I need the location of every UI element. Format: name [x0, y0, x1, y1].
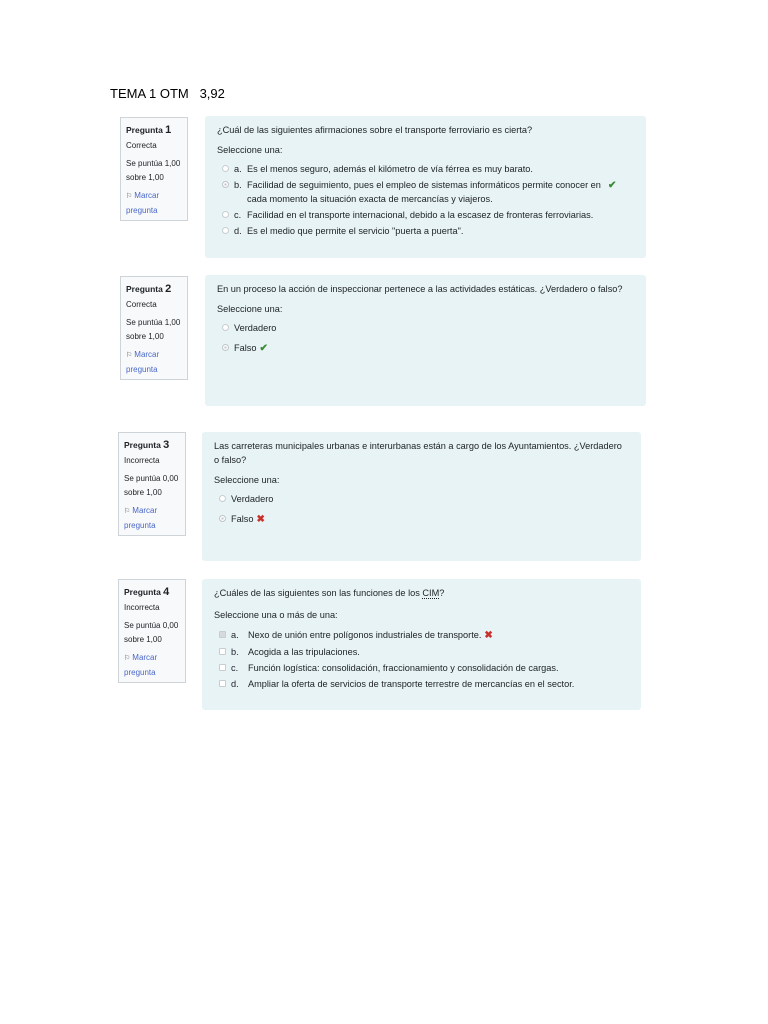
answer-prompt: Seleccione una:	[214, 475, 280, 485]
question-grade: Se puntúa 0,00 sobre 1,00	[124, 621, 179, 644]
question-box	[205, 116, 646, 258]
question-grade: Se puntúa 1,00 sobre 1,00	[126, 159, 181, 182]
incorrect-cross-icon: ✖	[256, 514, 265, 525]
question-info	[120, 276, 188, 380]
radio-button[interactable]	[222, 211, 229, 218]
flag-icon: ⚐	[124, 655, 131, 662]
question-box	[202, 579, 641, 710]
radio-button[interactable]	[222, 324, 229, 331]
answer-option[interactable]	[214, 661, 629, 675]
flag-question-label: Marcar pregunta	[124, 506, 158, 530]
checkbox[interactable]	[219, 648, 226, 655]
answer-letter: a.	[231, 630, 239, 640]
question-info	[118, 432, 186, 536]
document-title: TEMA 1 OTM 3,92	[110, 86, 225, 101]
answer-option[interactable]	[214, 628, 629, 643]
question-info	[118, 579, 186, 683]
flag-question-link[interactable]	[126, 189, 182, 218]
question-state: Correcta	[126, 300, 157, 309]
flag-question-link[interactable]	[126, 348, 182, 377]
question-label: Pregunta	[124, 587, 161, 597]
answer-option[interactable]	[214, 677, 629, 691]
question-box	[202, 432, 641, 561]
answer-letter: d.	[231, 679, 239, 689]
correct-check-icon: ✔	[259, 343, 268, 354]
answer-letter: c.	[231, 663, 239, 673]
answer-prompt: Seleccione una:	[217, 304, 283, 314]
question-state: Incorrecta	[124, 603, 160, 612]
answer-text: Verdadero	[231, 494, 274, 504]
question-grade: Se puntúa 0,00 sobre 1,00	[124, 474, 179, 497]
radio-button[interactable]	[222, 227, 229, 234]
flag-question-label: Marcar pregunta	[126, 350, 160, 374]
abbreviation-cim: CIM	[422, 588, 440, 598]
answer-text: Función logística: consolidación, fraccionamiento y consolidación de cargas.	[248, 663, 559, 673]
radio-button[interactable]	[222, 181, 229, 188]
answer-option[interactable]	[217, 224, 634, 238]
answer-letter: d.	[234, 226, 242, 236]
flag-icon: ⚐	[126, 352, 133, 359]
radio-button[interactable]	[219, 495, 226, 502]
question-box	[205, 275, 646, 406]
answer-text: Facilidad en el transporte internacional, debido a la escasez de fronteras ferroviarias.	[247, 210, 594, 220]
incorrect-cross-icon: ✖	[484, 630, 493, 641]
answer-option[interactable]	[214, 492, 629, 506]
question-state: Correcta	[126, 141, 157, 150]
answer-text: Ampliar la oferta de servicios de transporte terrestre de mercancías en el sector.	[248, 679, 575, 689]
answer-option[interactable]	[217, 208, 634, 222]
answer-text: Facilidad de seguimiento, pues el empleo de sistemas informáticos permite conocer en cada momento la situación exacta de mercancías y viajeros.	[247, 180, 601, 204]
flag-question-label: Marcar pregunta	[124, 653, 158, 677]
question-number: 4	[163, 586, 170, 598]
question-text-end: ?	[439, 588, 445, 598]
answer-option[interactable]	[217, 178, 634, 206]
question-text-start: ¿Cuáles de las siguientes son las funciones de los	[214, 588, 423, 598]
answer-letter: b.	[234, 180, 242, 190]
question-label: Pregunta	[126, 284, 163, 294]
answer-letter: a.	[234, 164, 242, 174]
answer-text: Falso	[234, 343, 257, 353]
answer-letter: b.	[231, 647, 239, 657]
question-grade: Se puntúa 1,00 sobre 1,00	[126, 318, 181, 341]
answer-text: Es el menos seguro, además el kilómetro de vía férrea es muy barato.	[247, 164, 533, 174]
question-text: Las carreteras municipales urbanas e interurbanas están a cargo de los Ayuntamientos. ¿Verdadero o falso?	[214, 441, 622, 465]
answer-option[interactable]	[217, 321, 634, 335]
question-text: En un proceso la acción de inspeccionar pertenece a las actividades estáticas. ¿Verdadero o falso?	[217, 284, 623, 294]
question-text: ¿Cuál de las siguientes afirmaciones sobre el transporte ferroviario es cierta?	[217, 125, 533, 135]
answer-letter: c.	[234, 210, 242, 220]
answer-text: Nexo de unión entre polígonos industriales de transporte.	[248, 630, 482, 640]
checkbox[interactable]	[219, 680, 226, 687]
answer-text: Verdadero	[234, 323, 277, 333]
radio-button[interactable]	[222, 344, 229, 351]
question-info	[120, 117, 188, 221]
checkbox[interactable]	[219, 664, 226, 671]
answer-option[interactable]	[214, 512, 629, 527]
answer-text: Falso	[231, 514, 254, 524]
flag-question-link[interactable]	[124, 504, 180, 533]
question-state: Incorrecta	[124, 456, 160, 465]
radio-button[interactable]	[222, 165, 229, 172]
answer-text: Acogida a las tripulaciones.	[248, 647, 360, 657]
answer-prompt: Seleccione una:	[217, 145, 283, 155]
answer-prompt: Seleccione una o más de una:	[214, 610, 338, 620]
flag-question-label: Marcar pregunta	[126, 191, 160, 215]
question-label: Pregunta	[124, 440, 161, 450]
checkbox[interactable]	[219, 631, 226, 638]
answer-text: Es el medio que permite el servicio "puerta a puerta".	[247, 226, 464, 236]
question-number: 2	[165, 283, 172, 295]
correct-check-icon: ✔	[608, 180, 617, 191]
question-text	[214, 586, 629, 600]
answer-option[interactable]	[217, 341, 634, 356]
answer-option[interactable]	[217, 162, 634, 176]
flag-icon: ⚐	[124, 508, 131, 515]
flag-question-link[interactable]	[124, 651, 180, 680]
question-number: 1	[165, 124, 172, 136]
radio-button[interactable]	[219, 515, 226, 522]
question-number: 3	[163, 439, 170, 451]
flag-icon: ⚐	[126, 193, 133, 200]
question-label: Pregunta	[126, 125, 163, 135]
answer-option[interactable]	[214, 645, 629, 659]
